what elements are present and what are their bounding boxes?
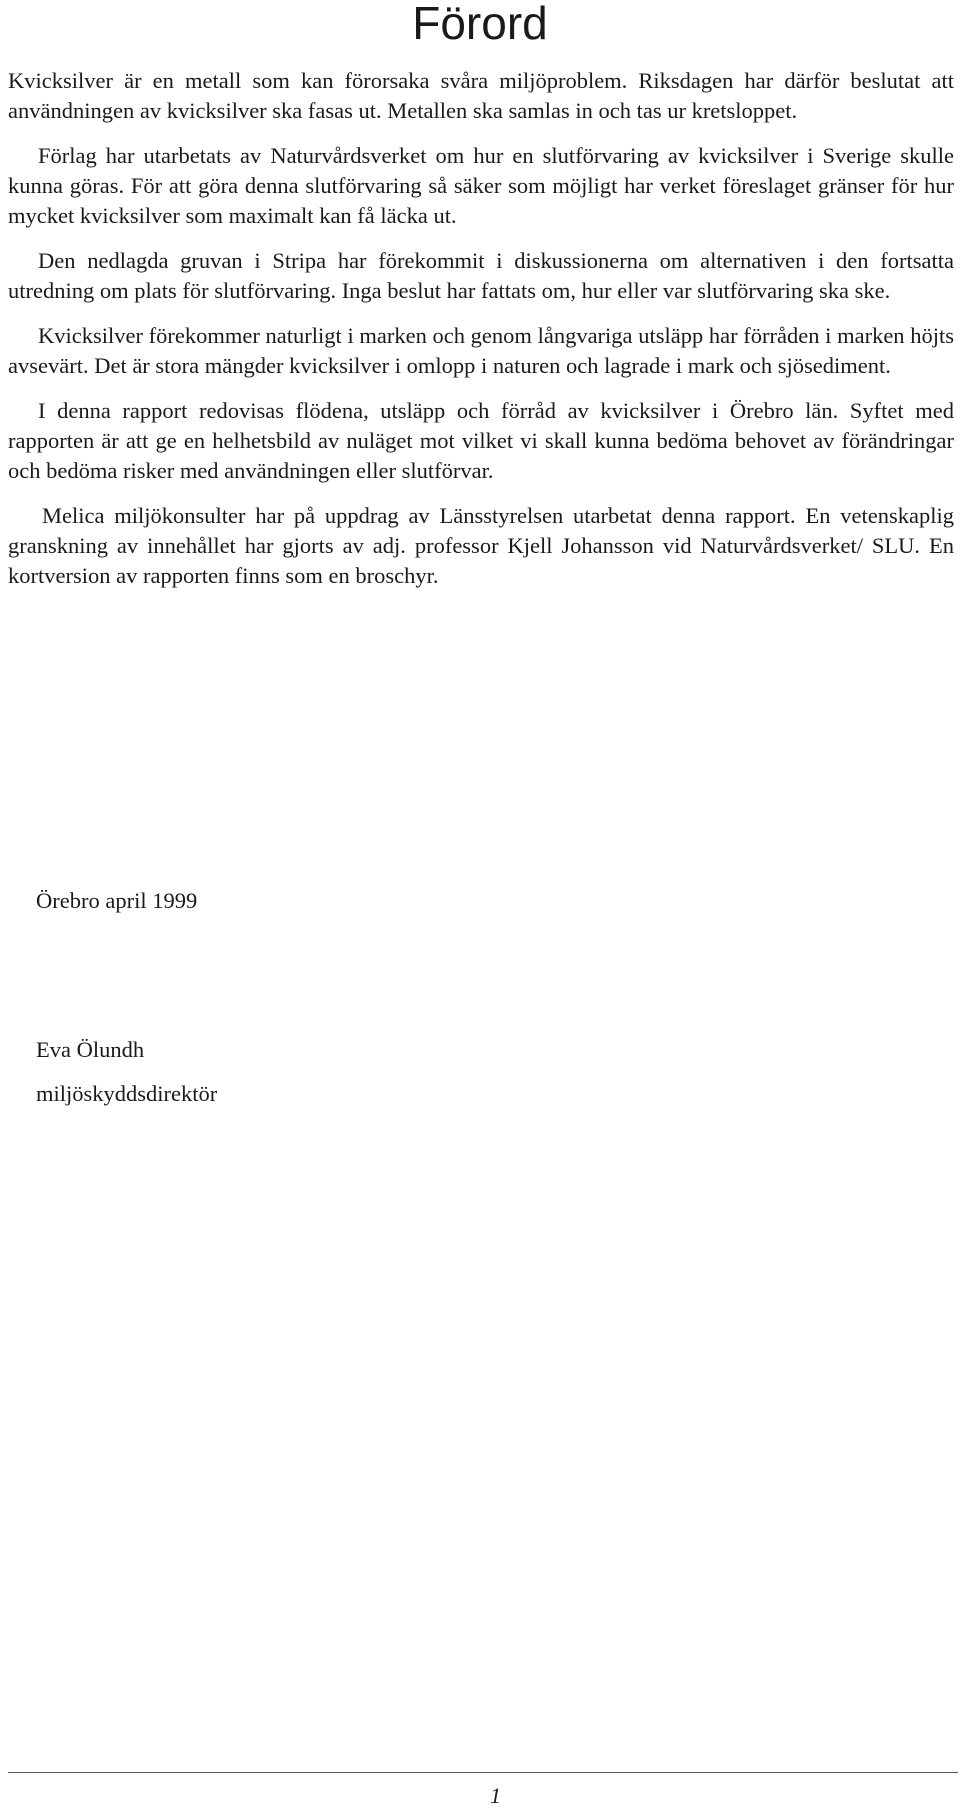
paragraph-4: Kvicksilver förekommer naturligt i marken och genom långvariga utsläpp har förråden i marken höjts avsevärt. Det är stora mängder kvicksilver i omlopp i naturen och lagrade i mark och sjösediment. (8, 323, 954, 378)
place-date: Örebro april 1999 (36, 888, 198, 913)
paragraph-5: I denna rapport redovisas flödena, utsläpp och förråd av kvicksilver i Örebro län. Syftet med rapporten är att ge en helhetsbild av nuläget mot vilket vi skall kunna bedöma behovet av förändringar och bedöma risker med användningen eller slutförvar. (8, 398, 954, 483)
signer-name: Eva Ölundh (36, 1037, 145, 1062)
paragraph-6: Melica miljökonsulter har på uppdrag av Länsstyrelsen utarbetat denna rapport. En vetenskaplig granskning av innehållet har gjorts av adj. professor Kjell Johansson vid Naturvårdsverket/ SLU. En kortversion av rapporten finns som en broschyr. (8, 503, 954, 588)
paragraph-1: Kvicksilver är en metall som kan förorsaka svåra miljöproblem. Riksdagen har därför beslutat att användningen av kvicksilver ska fasas ut. Metallen ska samlas in och tas ur kretsloppet. (8, 68, 954, 123)
page-title: Förord (412, 0, 548, 49)
paragraph-2: Förlag har utarbetats av Naturvårdsverket om hur en slutförvaring av kvicksilver i Sverige skulle kunna göras. För att göra denna slutförvaring så säker som möjligt har verket föreslaget gränser för hur mycket kvicksilver som maximalt kan få läcka ut. (8, 143, 954, 228)
paragraph-3: Den nedlagda gruvan i Stripa har förekommit i diskussionerna om alternativen i den fortsatta utredning om plats för slutförvaring. Inga beslut har fattats om, hur eller var slutförvaring ska ske. (8, 248, 954, 303)
footer-divider (8, 1772, 958, 1773)
page-number: 1 (490, 1783, 501, 1808)
signer-title: miljöskyddsdirektör (36, 1081, 218, 1106)
foreword-body (8, 66, 954, 606)
